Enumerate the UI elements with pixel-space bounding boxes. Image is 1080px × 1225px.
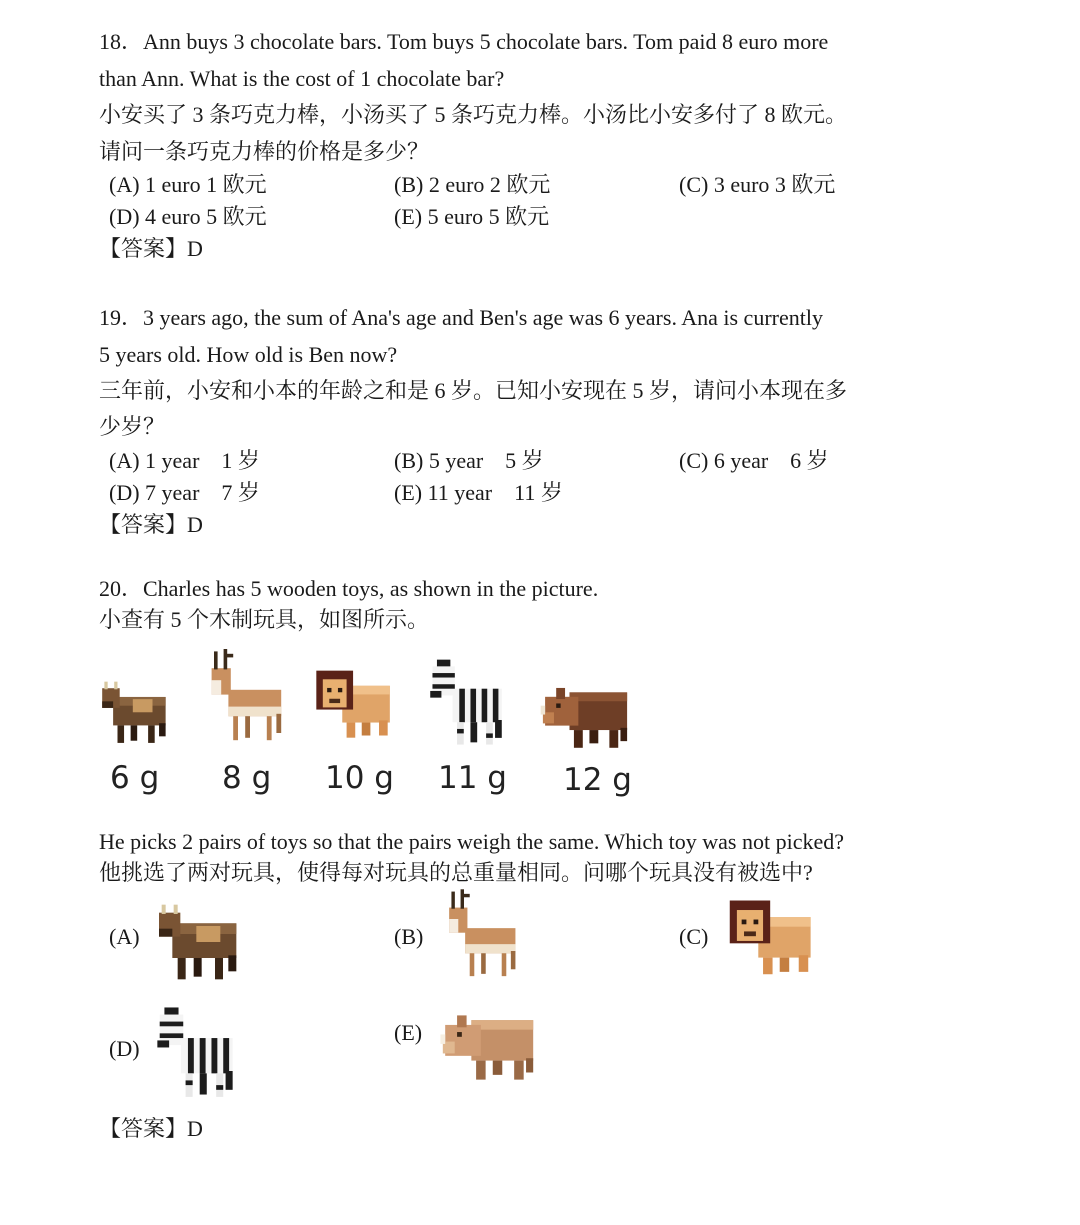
q18-option-d[interactable]: (D) 4 euro 5 欧元 bbox=[109, 204, 267, 229]
q20-option-a-label[interactable]: (A) bbox=[109, 924, 140, 949]
weight-label-cow: 6 g bbox=[110, 760, 160, 796]
q20-text-line2: He picks 2 pairs of toys so that the pairs weigh the same. Which toy was not picked? bbox=[99, 829, 844, 854]
q18-option-e[interactable]: (E) 5 euro 5 欧元 bbox=[394, 204, 550, 229]
q20-chinese-line1: 小查有 5 个木制玩具，如图所示。 bbox=[99, 607, 430, 632]
q18-option-c[interactable]: (C) 3 euro 3 欧元 bbox=[679, 172, 836, 197]
q18-text-line1: 18．Ann buys 3 chocolate bars. Tom buys 5 chocolate bars. Tom paid 8 euro more bbox=[99, 29, 829, 54]
q18-option-b[interactable]: (B) 2 euro 2 欧元 bbox=[394, 172, 551, 197]
q20-option-e-label[interactable]: (E) bbox=[394, 1020, 423, 1045]
zebra-toy-image bbox=[428, 654, 504, 748]
weight-label-zebra: 11 g bbox=[438, 760, 507, 796]
q19-option-d[interactable]: (D) 7 year 7 岁 bbox=[109, 480, 260, 505]
weight-label-lion: 10 g bbox=[325, 760, 394, 796]
q20-option-d-zebra-icon[interactable] bbox=[155, 1002, 235, 1100]
q20-option-d-label[interactable]: (D) bbox=[109, 1036, 140, 1061]
q20-option-c-label[interactable]: (C) bbox=[679, 924, 709, 949]
q19-chinese-line1: 三年前，小安和小本的年龄之和是 6 岁。已知小安现在 5 岁，请问小本现在多 bbox=[99, 378, 848, 403]
q20-text-line1: 20．Charles has 5 wooden toys, as shown in the picture. bbox=[99, 576, 599, 601]
q19-option-b[interactable]: (B) 5 year 5 岁 bbox=[394, 448, 544, 473]
antelope-toy-image bbox=[202, 648, 286, 746]
warthog-toy-image bbox=[536, 668, 634, 750]
cow-toy-image bbox=[100, 672, 170, 746]
q19-text-line1: 19．3 years ago, the sum of Ana's age and Ben's age was 6 years. Ana is currently bbox=[99, 305, 823, 330]
q19-text-line2: 5 years old. How old is Ben now? bbox=[99, 342, 398, 367]
weight-label-antelope: 8 g bbox=[222, 760, 272, 796]
q20-option-b-label[interactable]: (B) bbox=[394, 924, 424, 949]
q20-option-b-antelope-icon[interactable] bbox=[440, 888, 520, 982]
q18-text-line2: than Ann. What is the cost of 1 chocolate bar? bbox=[99, 66, 505, 91]
q20-answer: 【答案】D bbox=[99, 1116, 203, 1141]
q19-chinese-line2: 少岁？ bbox=[99, 414, 166, 439]
lion-toy-image bbox=[312, 660, 392, 744]
q20-option-e-warthog-icon[interactable] bbox=[438, 994, 538, 1082]
q19-option-e[interactable]: (E) 11 year 11 岁 bbox=[394, 480, 563, 505]
q18-chinese-line2: 请问一条巧克力棒的价格是多少？ bbox=[99, 139, 430, 164]
q18-answer: 【答案】D bbox=[99, 236, 203, 261]
q20-option-a-cow-icon[interactable] bbox=[155, 894, 243, 982]
q18-chinese-line1: 小安买了 3 条巧克力棒，小汤买了 5 条巧克力棒。小汤比小安多付了 8 欧元。 bbox=[99, 102, 848, 127]
q20-option-c-lion-icon[interactable] bbox=[725, 892, 813, 978]
q19-answer: 【答案】D bbox=[99, 512, 203, 537]
q19-option-a[interactable]: (A) 1 year 1 岁 bbox=[109, 448, 260, 473]
q20-chinese-line2: 他挑选了两对玩具，使得每对玩具的总重量相同。问哪个玩具没有被选中? bbox=[99, 860, 813, 885]
q19-option-c[interactable]: (C) 6 year 6 岁 bbox=[679, 448, 829, 473]
weight-label-warthog: 12 g bbox=[563, 762, 632, 798]
q18-option-a[interactable]: (A) 1 euro 1 欧元 bbox=[109, 172, 267, 197]
